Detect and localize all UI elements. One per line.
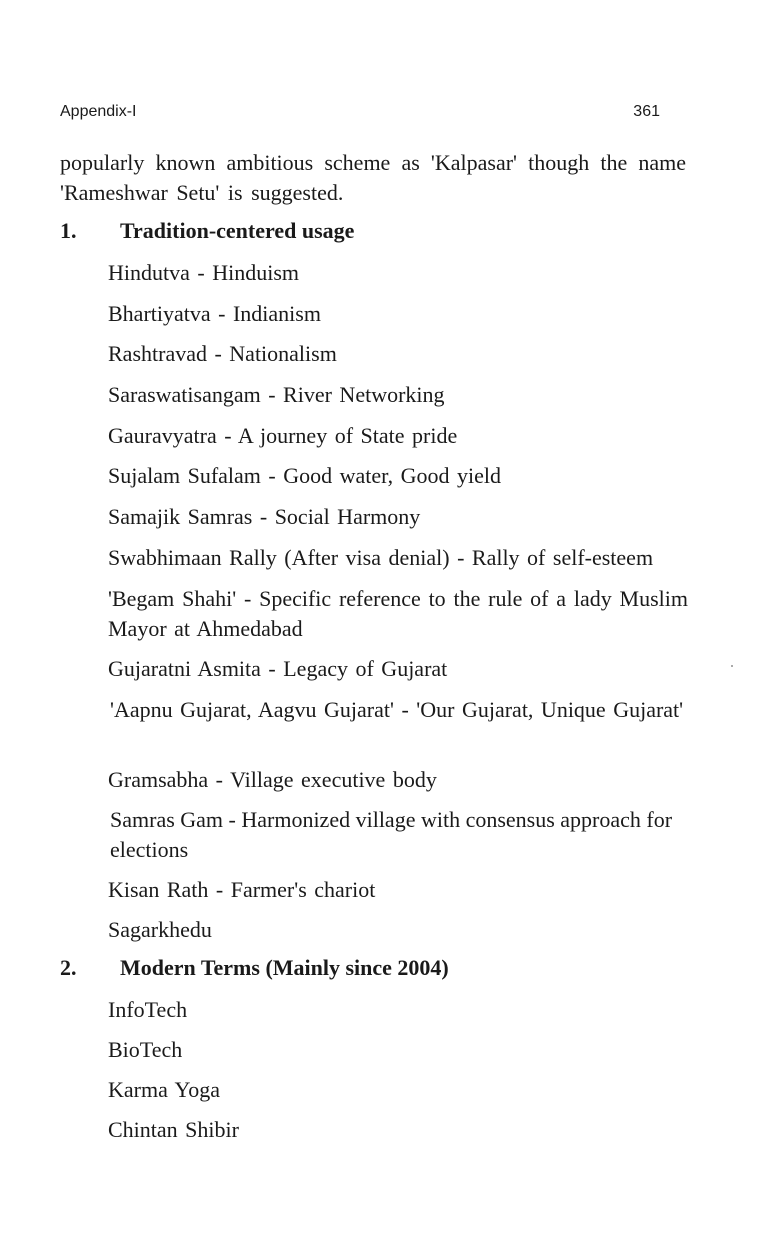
scan-speck [731,665,733,667]
list-item: InfoTech [108,997,188,1022]
section-number: 1. [60,218,77,243]
list-item: 'Aapnu Gujarat, Aagvu Gujarat' - 'Our Gujarat, Unique Gujarat' [110,697,684,722]
section-heading-modern [60,955,449,981]
list-item: Swabhimaan Rally (After visa denial) - Rally of self-esteem [108,545,654,570]
list-item: Rashtravad - Nationalism [108,341,337,366]
list-item: Bhartiyatva - Indianism [108,301,321,326]
section-title: Tradition-centered usage [120,218,355,243]
section-number: 2. [60,955,77,980]
list-item: Saraswatisangam - River Networking [108,382,445,407]
list-item: Sagarkhedu [108,917,212,942]
list-item: Karma Yoga [108,1077,220,1102]
running-header [60,103,660,121]
section-label: Appendix-I [60,103,137,120]
intro-paragraph: popularly known ambitious scheme as 'Kalpasar' though the name 'Rameshwar Setu' is suggested. [60,150,686,205]
section-heading-tradition [60,218,354,244]
list-item: Kisan Rath - Farmer's chariot [108,877,376,902]
list-item: Chintan Shibir [108,1117,239,1142]
list-item: Samajik Samras - Social Harmony [108,504,421,529]
list-item: 'Begam Shahi' - Specific reference to the rule of a lady Muslim Mayor at Ahmedabad [108,586,688,641]
list-item: Samras Gam - Harmonized village with consensus approach for elections [110,807,673,862]
list-item: Sujalam Sufalam - Good water, Good yield [108,463,501,488]
list-item: Gauravyatra - A journey of State pride [108,423,458,448]
list-item: Gujaratni Asmita - Legacy of Gujarat [108,656,448,681]
list-item: Gramsabha - Village executive body [108,767,437,792]
page-number: 361 [633,103,660,120]
list-item: BioTech [108,1037,183,1062]
section-title: Modern Terms (Mainly since 2004) [120,955,449,980]
list-item: Hindutva - Hinduism [108,260,299,285]
